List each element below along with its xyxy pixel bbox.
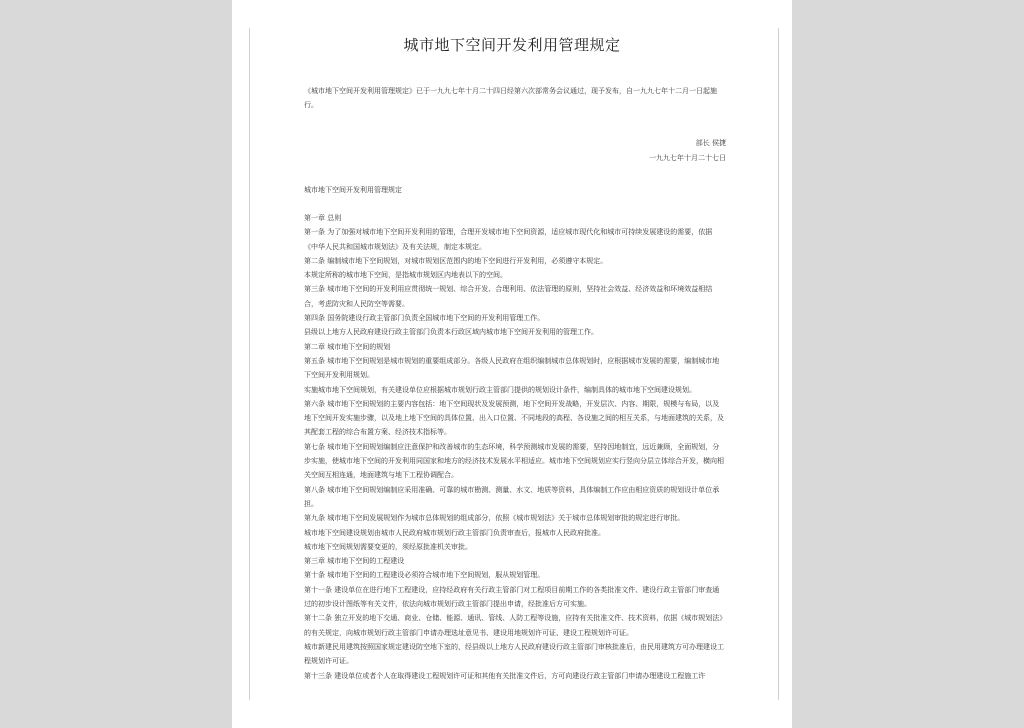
regulation-line: 城市地下空间规划需要变更的，须经原批准机关审批。	[304, 542, 472, 551]
regulation-line: 第四条 国务院建设行政主管部门负责全国城市地下空间的开发利用管理工作。	[304, 314, 545, 323]
regulation-line: 第三条 城市地下空间的开发利用应贯彻统一规划、综合开发、合理利用、依法管理的原则，坚持社会效益、经济效益和环境效益相结合，考虑防灾和人民防空等需要。	[304, 285, 713, 308]
regulation-line: 第九条 城市地下空间发展规划作为城市总体规划的组成部分，依照《城市规划法》关于城市总体规划审批的规定进行审批。	[304, 514, 685, 523]
regulation-line: 第十三条 建设单位或者个人在取得建设工程规划许可证和其他有关批准文件后，方可向建设行政主管部门申请办理建设工程施工许	[304, 671, 706, 680]
regulation-line: 第二条 编制城市地下空间规划，对城市规划区范围内的地下空间进行开发利用，必须遵守本规定。	[304, 256, 608, 265]
signing-date: 一九九七年十月二十七日	[649, 154, 726, 162]
regulation-line: 第七条 城市地下空间规划编制应注意保护和改善城市的生态环境，科学预测城市发展的需要，坚持因地制宜，远近兼顾，全面规划，分步实施，使城市地下空间的开发利用同国家和地方的经济技术发展水平相适应。城市地下空间规划应实行竖向分层立体综合开发，横向相关空间互相连通，地面建筑与地下工程协调配合。	[304, 442, 724, 480]
signer: 部长 侯捷	[695, 139, 726, 147]
regulation-body	[304, 211, 724, 683]
regulation-line: 第十一条 建设单位在进行地下工程建设，应持经政府有关行政主管部门对工程项目前期工作的各类批准文件、建设行政主管部门审查通过的初步设计图纸等有关文件，依法向城市规划行政主管部门提出申请，经批准后方可实施。	[304, 585, 720, 609]
regulation-line: 第五条 城市地下空间规划是城市规划的重要组成部分。各级人民政府在组织编制城市总体规划时，应根据城市发展的需要，编制城市地下空间开发利用规划。	[304, 356, 720, 380]
regulation-line: 本规定所称的城市地下空间，是指城市规划区内地表以下的空间。	[304, 271, 507, 280]
document-title: 城市地下空间开发利用管理规定	[403, 36, 621, 54]
regulation-line: 第十条 城市地下空间的工程建设必须符合城市地下空间规划，服从规划管理。	[304, 571, 545, 580]
regulation-line: 第二章 城市地下空间的规划	[304, 342, 391, 351]
regulation-line: 第十二条 独立开发的地下交通、商业、仓储、能源、通讯、管线、人防工程等设施，应持有关批准文件、技术资料，依据《城市规划法》的有关规定，向城市规划行政主管部门申请办理选址意见书、建设用地规划许可证、建设工程规划许可证。	[304, 614, 723, 637]
regulation-line: 第三章 城市地下空间的工程建设	[304, 557, 405, 566]
regulation-line: 第一章 总则	[304, 214, 342, 222]
regulation-subtitle: 城市地下空间开发利用管理规定	[304, 186, 402, 194]
regulation-line: 县级以上地方人民政府建设行政主管部门负责本行政区域内城市地下空间开发利用的管理工作。	[304, 328, 598, 337]
regulation-line: 第一条 为了加强对城市地下空间开发利用的管理，合理开发城市地下空间资源，适应城市现代化和城市可持续发展建设的需要，依据《中华人民共和国城市规划法》及有关法规，制定本规定。	[304, 228, 713, 251]
regulation-line: 第六条 城市地下空间规划的主要内容包括：地下空间现状及发展预测，地下空间开发战略，开发层次、内容、期限，规模与布局，以及地下空间开发实施步骤，以及地上地下空间的具体位置、出入口位置、不同地段的高程、各设施之间的相互关系，与地面建筑的关系，及其配套工程的综合布置方案、经济技术指标等。	[304, 399, 724, 437]
document-page	[232, 0, 792, 728]
regulation-line: 实施城市地下空间规划，有关建设单位应根据城市规划行政主管部门提供的规划设计条件，编制具体的城市地下空间建设规划。	[304, 385, 696, 394]
regulation-line: 城市新建民用建筑按照国家规定建设防空地下室的，经县级以上地方人民政府建设行政主管部门审核批准后，由民用建筑方可办理建设工程规划许可证。	[304, 642, 724, 666]
regulation-line: 城市地下空间建设规划由城市人民政府城市规划行政主管部门负责审查后，报城市人民政府批准。	[304, 528, 605, 537]
promulgation-notice: 《城市地下空间开发利用管理规定》已于一九九七年十月二十四日经第六次部常务会议通过，现予发布，自一九九七年十二月一日起施行。	[304, 87, 717, 110]
regulation-line: 第八条 城市地下空间规划编制应采用准确、可靠的城市勘测、测量、水文、地质等资料，具体编制工作应由相应资质的规划设计单位承担。	[304, 485, 720, 508]
